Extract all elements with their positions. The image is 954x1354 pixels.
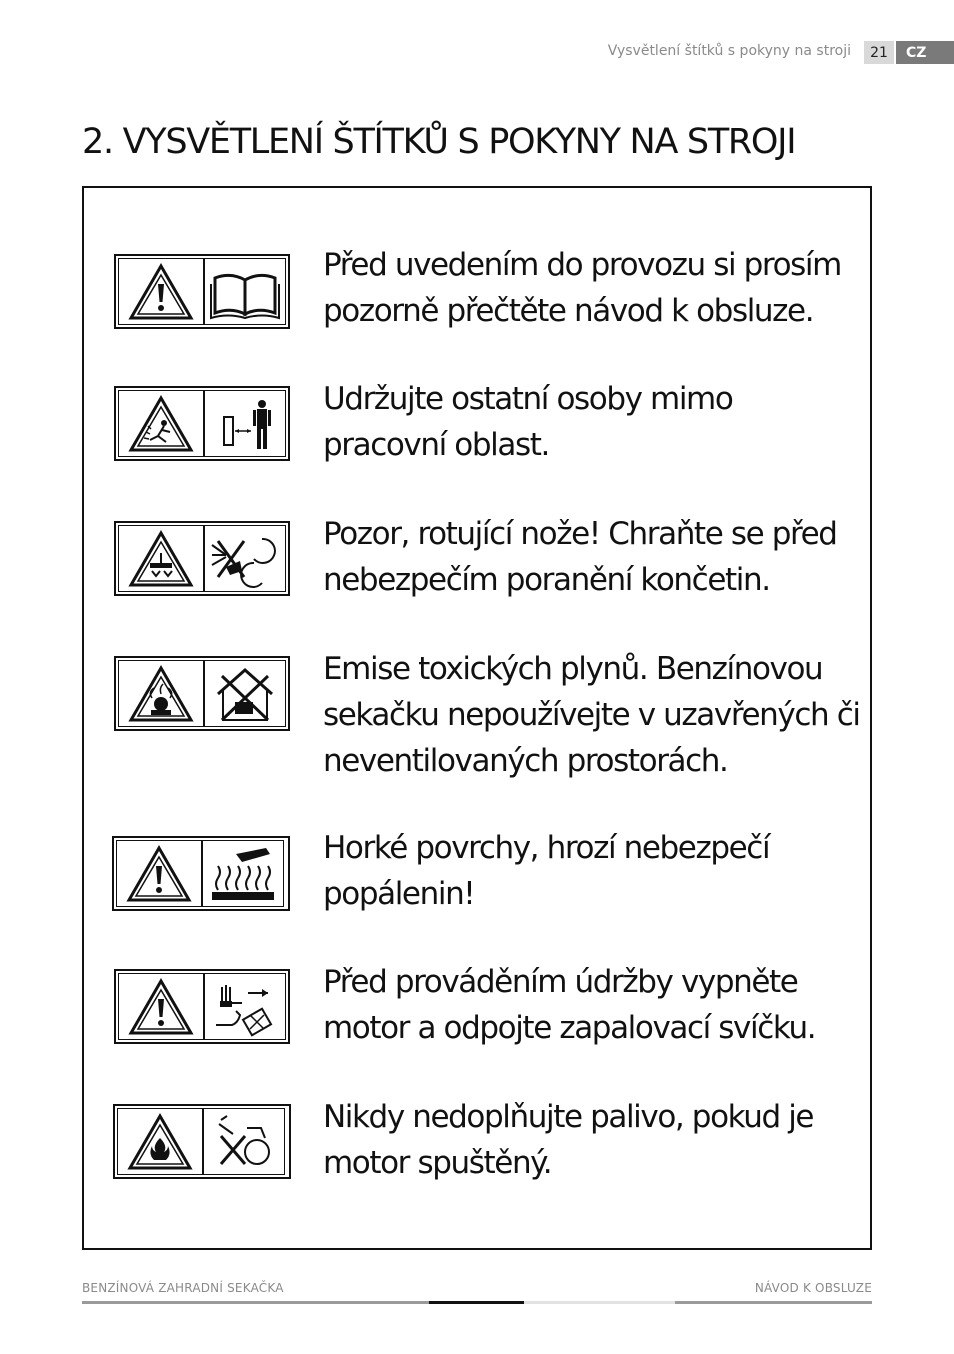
no-indoor-use-icon <box>218 670 272 720</box>
label-description: Před uvedením do provozu si prosím pozorně přečtěte návod k obsluze. <box>323 247 841 329</box>
safety-label-image <box>114 521 290 596</box>
safety-label-image <box>114 969 290 1044</box>
language-badge: CZ <box>896 41 954 64</box>
labels-frame <box>82 186 872 1250</box>
footer-bar-segment <box>524 1301 675 1304</box>
footer-bar-segment <box>675 1301 872 1304</box>
no-refuel-running-icon <box>219 1116 269 1164</box>
warning-triangle-icon <box>129 848 189 900</box>
keep-distance-person-icon <box>224 400 271 449</box>
footer-bar-segment <box>82 1301 429 1304</box>
safety-label-image <box>112 836 290 911</box>
label-description: Udržujte ostatní osoby mimo pracovní oblast. <box>323 381 733 463</box>
disconnect-spark-plug-icon <box>216 985 271 1035</box>
label-description: Nikdy nedoplňujte palivo, pokud je motor spuštěný. <box>323 1099 814 1181</box>
open-book-icon <box>211 275 279 318</box>
safety-label-image <box>114 254 290 329</box>
label-description: Horké povrchy, hrozí nebezpečí popálenin! <box>323 830 770 912</box>
hand-foot-blade-icon <box>212 539 275 587</box>
footer-manual-label: NÁVOD K OBSLUZE <box>754 1281 872 1295</box>
thrown-objects-warning-icon <box>131 398 191 450</box>
label-description: Pozor, rotující nože! Chraňte se před nebezpečím poranění končetin. <box>323 516 837 598</box>
fire-warning-icon <box>130 1116 190 1168</box>
safety-label-image <box>114 656 290 731</box>
label-description: Před prováděním údržby vypněte motor a odpojte zapalovací svíčku. <box>323 964 816 1046</box>
warning-triangle-icon <box>131 266 191 318</box>
safety-label-image <box>113 1104 291 1179</box>
label-description: Emise toxických plynů. Benzínovou sekačku nepoužívejte v uzavřených či neventilovaných prostorách. <box>323 651 860 779</box>
page-number: 21 <box>864 41 894 64</box>
toxic-gas-warning-icon <box>131 668 191 720</box>
running-header: Vysvětlení štítků s pokyny na stroji <box>607 43 851 59</box>
rotating-blade-warning-icon <box>131 533 191 585</box>
footer-product-name: BENZÍNOVÁ ZAHRADNÍ SEKAČKA <box>82 1281 284 1295</box>
hot-surface-icon <box>212 848 274 900</box>
page-title: 2. VYSVĚTLENÍ ŠTÍTKŮ S POKYNY NA STROJI <box>82 122 796 162</box>
safety-label-image <box>114 386 290 461</box>
warning-triangle-icon <box>131 981 191 1033</box>
footer-bar-segment <box>429 1301 524 1304</box>
